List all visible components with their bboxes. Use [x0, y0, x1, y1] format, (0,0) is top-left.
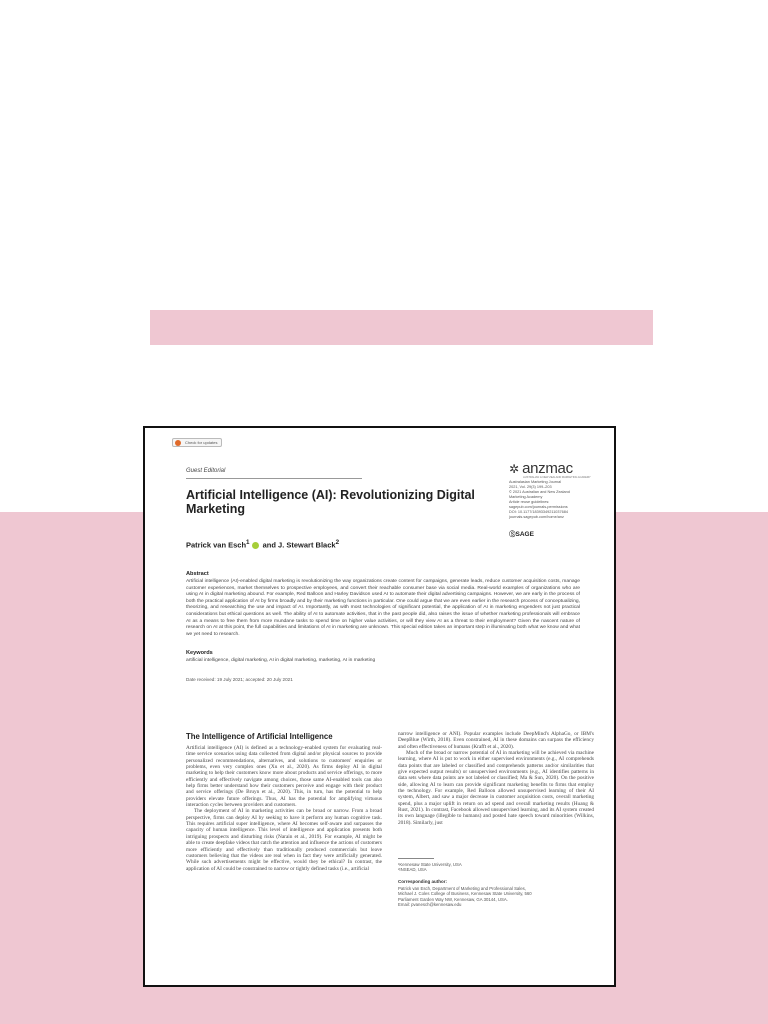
author-2-affil: 2	[335, 539, 340, 546]
meta-line: journals.sagepub.com/home/anz	[509, 515, 564, 519]
section-label: Guest Editorial	[186, 468, 226, 474]
meta-line: Australasian Marketing Journal	[509, 480, 562, 484]
footnote-divider	[398, 858, 434, 859]
check-for-updates-badge[interactable]	[172, 438, 222, 447]
corresponding-email[interactable]: Email: pvanesch@kennesaw.edu	[398, 902, 462, 908]
affiliation-line: ²INSEAD, USA	[398, 867, 427, 873]
article-title: Artificial Intelligence (AI): Revolutionizing Digital Marketing	[186, 488, 475, 516]
anzmac-logo	[509, 460, 599, 479]
corresponding-line: Patrick van Esch, Department of Marketing and Professional Sales,	[398, 886, 527, 891]
section-divider	[186, 478, 362, 479]
meta-line: Marketing Academy	[509, 495, 543, 499]
keywords-heading: Keywords	[186, 650, 213, 656]
check-badge-label: Check for updates	[185, 440, 218, 445]
pink-band-top	[150, 310, 653, 345]
abstract-heading: Abstract	[186, 571, 209, 577]
journal-meta	[509, 480, 601, 520]
sage-mark-icon: Ⓢ	[509, 531, 516, 538]
paragraph: The deployment of AI in marketing activities can be broad or narrow. From a broad perspective, firms can deploy AI by seeking to have it perform any human cognitive task. This requires artificial super intelligence, where AI becomes self-aware and surpasses the capacity of human intelligence. This level of intelligence and application presents both intriguing prospects and disturbing risks (Narain et al., 2019). For example, AI might be able to create deepfake videos that catch the attention and influence the actions of customers more efficiently and effectively than traditionally produced commercials but leave customers believing that the videos are real when in fact they were artificially generated. While such advertisements might be effective, would they be ethical? In contrast, the application of AI could be constrained to narrow or tightly defined tasks (i.e., artificial	[186, 808, 382, 872]
logo-tagline: AUSTRALIAN & NEW ZEALAND MARKETING ACADEMY	[523, 476, 591, 479]
body-column-right	[398, 731, 594, 853]
paragraph: Artificial intelligence (AI) is defined as a technology-enabled system for evaluating real-time service scenarios using data collected from digital and/or physical sources to provide personalized recommendations, alternatives, and solutions to customers' enquiries or problems, even very complex ones (Xu et al., 2020). As firms deploy AI in digital marketing to help their customers know more about products and service offerings, to more efficiently and effectively navigate among choices, those same AI-enabled tools can also help firms better understand how their customers perceive and engage with their product and service offerings (De Bruyn et al., 2020). This, in turn, has the potential to help providers elevate future offerings. Thus, AI has the potential for amplifying virtuous interaction cycles between providers and customers.	[186, 745, 382, 809]
corresponding-line: Parliament Garden Way NW, Kennesaw, GA 30144, USA.	[398, 896, 508, 902]
logo-name: anzmac	[522, 460, 573, 477]
abstract-body: Artificial intelligence (AI)-enabled digital marketing is revolutionizing the way organizations create content for campaigns, generate leads, reduce customer acquisition costs, manage customer experiences, market themselves to prospective employees, and convert their reachable consumer base via social media. Real-world examples of organizations who are using AI in digital marketing abound. For example, Red Balloon and Harley Davidson used AI to automate their digital advertising campaigns. However, we are early in the process of both the practical application of AI by firms broadly and by their marketing functions in particular. One could argue that we are even earlier in the research process of conceptualizing, theorizing, and researching the use and impact of AI. Importantly, as with most technologies of significant potential, the application of AI in marketing engenders not just practical considerations but ethical questions as well. The ability of AI to automate activities, that in the past people did, also raises the issue of whether marketing professionals will embrace AI as a means to free them from more mundane tasks to spend time on higher value activities, or will they view AI as a threat to their employment? Given the nascent nature of research on AI at this point, the full capabilities and limitations of AI in marketing are unknown. This special edition takes an important step in illuminating both what we know and what we yet need to research.	[186, 579, 580, 637]
paragraph: narrow intelligence or ANI). Popular examples include DeepMind's AlphaGo, or IBM's DeepBlue (Wirth, 2018). Even constrained, AI in these domains can surpass the efficiency and often effectiveness of humans (Krafft et al., 2020).	[398, 731, 594, 750]
intro-heading: The Intelligence of Artificial Intelligence	[186, 732, 333, 741]
received-dates: Date received: 19 July 2021; accepted: 20 July 2021	[186, 677, 293, 682]
anzmac-mark-icon: ✲	[509, 461, 520, 476]
orcid-icon[interactable]	[252, 542, 259, 549]
publisher-logo	[509, 529, 534, 538]
check-updates-icon	[175, 440, 181, 446]
author-1-name: Patrick van Esch	[186, 540, 247, 550]
article-page	[143, 426, 616, 987]
publisher-name: SAGE	[515, 531, 534, 538]
corresponding-heading: Corresponding author:	[398, 879, 447, 884]
author-2-name: and J. Stewart Black	[260, 540, 336, 550]
body-column-left	[186, 745, 382, 981]
corresponding-line: Michael J. Coles College of Business, Kennesaw State University, 560	[398, 891, 532, 897]
paragraph: Much of the broad or narrow potential of AI in marketing will be achieved via machine learning, where AI is put to work in either supervised environments (e.g., AI comprehends data points that are labeled or classified and comprehends patterns and/or similarities that give expected output results) or unsupervised environments (e.g., AI identifies patterns in data sets where data points are not labeled or classified; Ma & Sun, 2020). On the positive side, allowing AI to learn can provide significant marketing benefits to firms that employ the technology. For example, Red Balloon allowed unsupervised learning of their AI system, Albert, and saw a major decrease in customer acquisition costs, overall marketing spend, plus a major uplift in return on ad spend and overall marketing results (Huang & Rust, 2021). In contrast, Facebook allowed unsupervised learning, and its AI system created its own language (illegible to humans) and posted hate speech toward minorities (Wilkins, 2018). Similarly, just	[398, 750, 594, 826]
meta-line: sagepub.com/journals-permissions	[509, 505, 568, 509]
keywords-body: artificial intelligence, digital marketing, AI in digital marketing, marketing, AI in marketing	[186, 658, 376, 663]
affiliation-line: ¹Kennesaw State University, USA	[398, 862, 462, 867]
affiliations	[398, 862, 594, 873]
meta-line: 2021, Vol. 29(3) 199–203	[509, 485, 552, 489]
meta-line: © 2021 Australian and New Zealand	[509, 490, 570, 494]
author-line	[186, 539, 339, 550]
author-1-affil: 1	[246, 539, 250, 546]
corresponding-details	[398, 886, 594, 908]
meta-line: Article reuse guidelines:	[509, 500, 550, 504]
meta-line: DOI: 10.1177/18393349211037684	[509, 510, 568, 514]
